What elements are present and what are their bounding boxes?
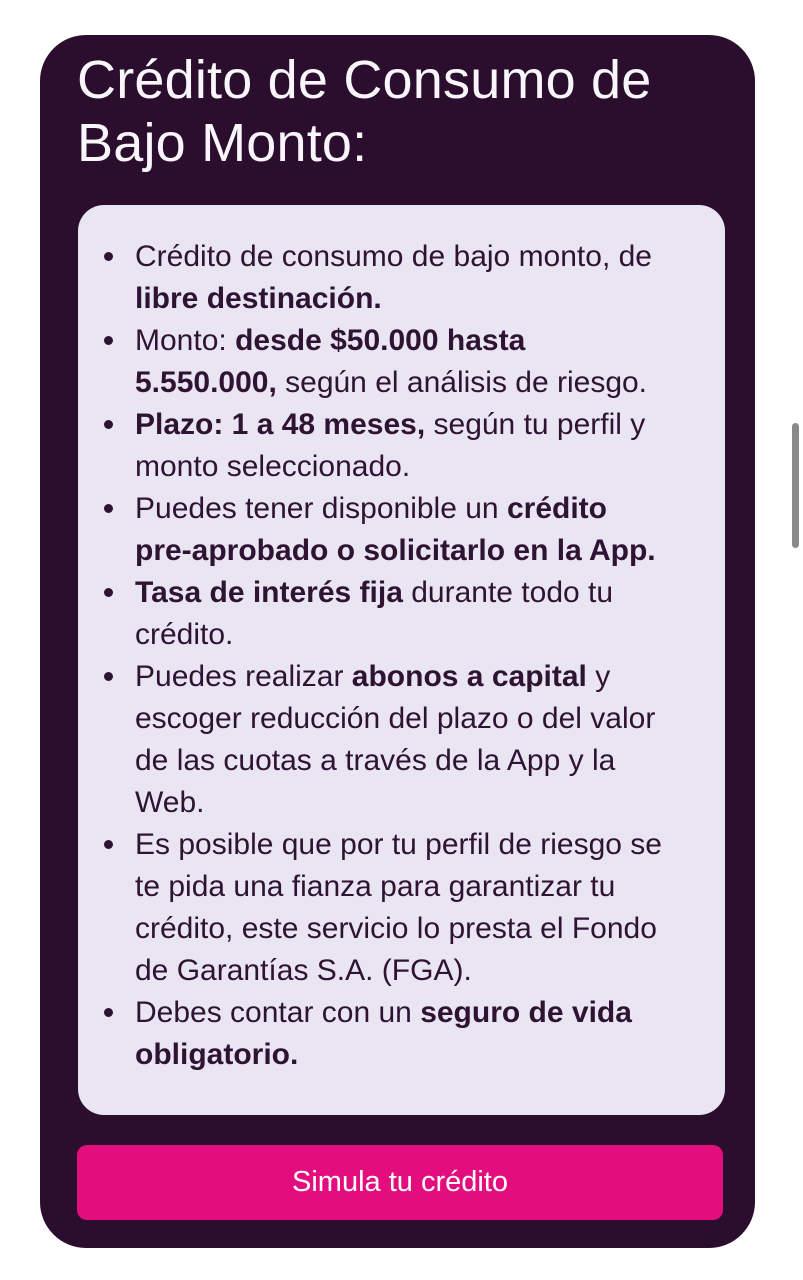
benefit-text-bold: o solicitarlo en la App. — [328, 534, 656, 567]
benefits-list — [78, 205, 725, 1076]
benefit-text: según el análisis de riesgo. — [276, 366, 648, 399]
benefit-text-bold: desde $50.000 hasta 5.550.000, — [135, 324, 526, 399]
benefit-item — [135, 488, 670, 572]
benefit-item — [135, 320, 670, 404]
credit-product-card — [40, 35, 755, 1248]
benefit-item — [135, 656, 670, 824]
benefit-text: Puedes tener disponible un — [135, 492, 507, 525]
benefit-item — [135, 236, 670, 320]
benefit-text: Monto: — [135, 324, 236, 357]
benefit-item — [135, 572, 670, 656]
benefit-text-bold: pre-aprobado — [135, 534, 329, 567]
benefit-item — [135, 992, 670, 1076]
benefit-text: Debes contar con un — [135, 996, 421, 1029]
benefit-text-bold: Plazo: 1 a 48 meses, — [135, 408, 426, 441]
benefit-text: según tu perfil y monto seleccionado. — [135, 408, 646, 483]
benefit-text: Crédito de consumo de bajo monto, de — [135, 240, 652, 273]
simulate-credit-button[interactable]: Simula tu crédito — [77, 1145, 723, 1220]
card-title: Crédito de Consumo de Bajo Monto: — [77, 50, 652, 173]
benefit-text: Es posible que por tu perfil de riesgo se te pida una fianza para garantizar tu crédito, este servicio lo presta el Fondo de Garantías S.A. (FGA). — [135, 828, 662, 987]
benefit-text: y escoger reducción del plazo o del valor de las cuotas a través de la App y la Web. — [135, 660, 656, 819]
benefit-text: Puedes realizar — [135, 660, 352, 693]
scrollbar-thumb[interactable] — [792, 423, 799, 548]
benefit-text-bold: libre destinación. — [135, 282, 382, 315]
benefit-item — [135, 824, 670, 992]
benefit-text-bold: crédito — [506, 492, 607, 525]
benefit-text-bold: abonos a capital — [351, 660, 587, 693]
benefit-item — [135, 404, 670, 488]
benefit-text-bold: seguro de vida obligatorio. — [135, 996, 632, 1071]
benefits-panel — [78, 205, 725, 1115]
benefit-text-bold: Tasa de interés fija — [135, 576, 403, 609]
benefit-text: durante todo tu crédito. — [135, 576, 614, 651]
